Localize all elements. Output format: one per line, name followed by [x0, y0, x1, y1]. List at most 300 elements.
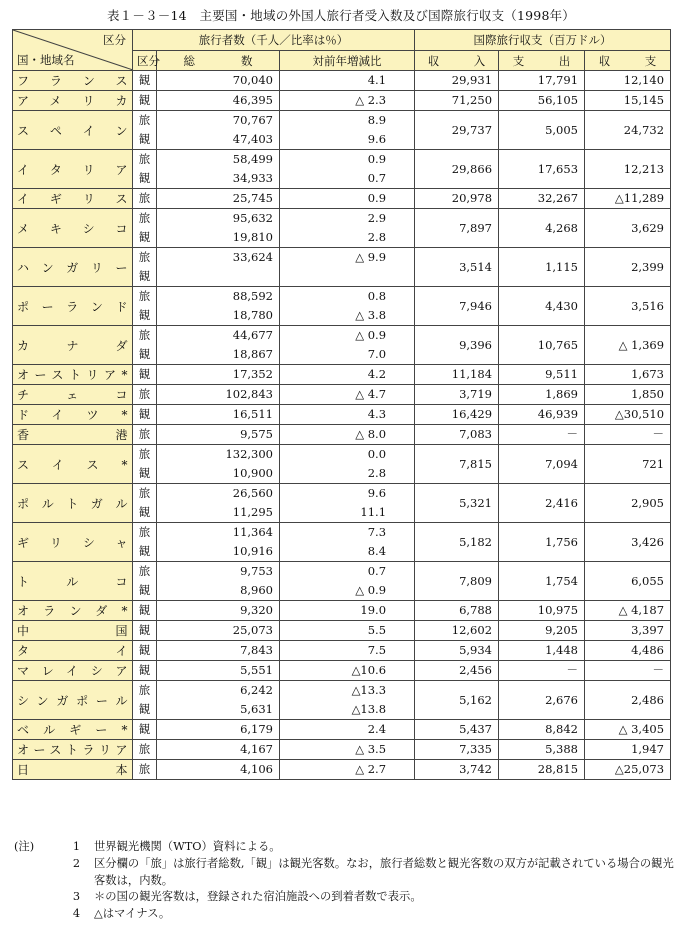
note-number: 4 [72, 907, 80, 921]
total-value: 5,631 [240, 702, 273, 716]
table-title: 表１－３－14 主要国・地域の外国人旅行者受入数及び国際旅行収支（1998年） [106, 8, 576, 23]
kubun-value: 旅 [138, 525, 151, 539]
change-cell [280, 248, 415, 287]
country-name-cell: オーストリア* [13, 365, 133, 385]
expenditure-cell: 4,268 [499, 209, 585, 248]
kubun-value: 旅 [138, 387, 151, 401]
kubun-value: 観 [138, 583, 151, 597]
country-name-cell: 香港 [13, 425, 133, 445]
total-value: 9,320 [240, 603, 273, 617]
change-value: 2.8 [367, 466, 387, 480]
notes-section [14, 839, 674, 923]
table-row [13, 209, 671, 248]
balance-cell: 12,140 [585, 71, 671, 91]
balance-cell: △ 3,405 [585, 720, 671, 740]
total-value: 11,364 [232, 525, 273, 539]
receipts-cell: 29,737 [415, 111, 499, 150]
kubun-value: 観 [138, 308, 151, 322]
change-value [284, 267, 386, 286]
change-cell [280, 445, 415, 484]
expenditure-cell: 9,511 [499, 365, 585, 385]
kubun-value: 旅 [138, 486, 151, 500]
receipts-cell: 2,456 [415, 661, 499, 681]
corner-top-label: 区分 [103, 33, 126, 47]
balance-cell: 3,397 [585, 621, 671, 641]
balance-cell: 4,486 [585, 641, 671, 661]
change-cell [280, 425, 415, 445]
balance-cell: 3,516 [585, 287, 671, 326]
change-value: △ 8.0 [355, 427, 387, 441]
kubun-value: 旅 [138, 289, 151, 303]
country-name-cell: イギリス [13, 189, 133, 209]
balance-cell: 2,399 [585, 248, 671, 287]
total-cell [157, 150, 280, 189]
kubun-cell [133, 405, 157, 425]
kubun-value: 観 [138, 623, 151, 637]
expenditure-cell: 2,676 [499, 681, 585, 720]
total-cell [157, 621, 280, 641]
header-balance-group: 国際旅行収支（百万ドル） [415, 30, 671, 51]
change-value: 0.7 [367, 171, 387, 185]
receipts-cell: 29,931 [415, 71, 499, 91]
receipts-cell: 71,250 [415, 91, 499, 111]
expenditure-cell: 7,094 [499, 445, 585, 484]
total-value: 10,916 [232, 544, 273, 558]
kubun-cell [133, 720, 157, 740]
kubun-value: 観 [138, 367, 151, 381]
country-name-cell: オーストラリア [13, 740, 133, 760]
expenditure-cell: － [499, 661, 585, 681]
balance-cell: △25,073 [585, 760, 671, 780]
country-name-cell: カナダ [13, 326, 133, 365]
kubun-cell [133, 287, 157, 326]
country-name-cell: 日本 [13, 760, 133, 780]
expenditure-cell: 5,005 [499, 111, 585, 150]
total-cell [157, 248, 280, 287]
total-value: 4,167 [240, 742, 273, 756]
kubun-value: 旅 [138, 564, 151, 578]
change-value: △ 3.5 [355, 742, 387, 756]
balance-cell: 12,213 [585, 150, 671, 189]
kubun-value: 観 [138, 663, 151, 677]
table-row [13, 661, 671, 681]
kubun-cell [133, 189, 157, 209]
kubun-cell [133, 248, 157, 287]
country-name-cell: スペイン [13, 111, 133, 150]
balance-cell: 721 [585, 445, 671, 484]
total-value: 18,867 [232, 347, 273, 361]
kubun-value: 観 [138, 171, 151, 185]
kubun-cell [133, 445, 157, 484]
kubun-value: 旅 [138, 191, 151, 205]
note-text: △はマイナス。 [94, 907, 171, 921]
country-name-cell: ベルギー* [13, 720, 133, 740]
receipts-cell: 7,897 [415, 209, 499, 248]
total-cell [157, 641, 280, 661]
note-number: 3 [72, 890, 80, 904]
table-row [13, 326, 671, 365]
table-row [13, 287, 671, 326]
change-value: 0.9 [367, 152, 387, 166]
receipts-cell: 7,335 [415, 740, 499, 760]
change-cell [280, 661, 415, 681]
expenditure-cell: 17,653 [499, 150, 585, 189]
change-value: △ 3.8 [355, 308, 387, 322]
change-cell [280, 681, 415, 720]
change-cell [280, 150, 415, 189]
receipts-cell: 6,788 [415, 601, 499, 621]
country-name-cell: メキシコ [13, 209, 133, 248]
receipts-cell: 5,934 [415, 641, 499, 661]
kubun-value: 観 [138, 466, 151, 480]
kubun-value: 旅 [138, 328, 151, 342]
total-cell [157, 326, 280, 365]
header-corner-cell [13, 30, 133, 71]
table-row [13, 601, 671, 621]
change-cell [280, 91, 415, 111]
kubun-cell [133, 740, 157, 760]
kubun-cell [133, 681, 157, 720]
corner-bottom-label: 国・地域名 [17, 53, 75, 67]
expenditure-cell: 1,448 [499, 641, 585, 661]
total-value: 25,073 [232, 623, 273, 637]
total-value: 6,179 [240, 722, 273, 736]
table-row [13, 91, 671, 111]
total-cell [157, 484, 280, 523]
header-total: 総 数 [157, 51, 280, 71]
kubun-value: 観 [138, 643, 151, 657]
receipts-cell: 7,083 [415, 425, 499, 445]
change-cell [280, 287, 415, 326]
note-1 [14, 839, 674, 856]
kubun-cell [133, 385, 157, 405]
table-row [13, 720, 671, 740]
total-cell [157, 523, 280, 562]
kubun-cell [133, 365, 157, 385]
note-text: ＊の国の観光客数は，登録された宿泊施設への到着者数で表示。 [94, 890, 422, 904]
change-cell [280, 720, 415, 740]
change-value: 2.4 [367, 722, 387, 736]
kubun-cell [133, 661, 157, 681]
expenditure-cell: 1,756 [499, 523, 585, 562]
total-value: 18,780 [232, 308, 273, 322]
receipts-cell: 3,742 [415, 760, 499, 780]
kubun-cell [133, 621, 157, 641]
change-value: 0.8 [367, 289, 387, 303]
expenditure-cell: 1,869 [499, 385, 585, 405]
balance-cell: △ 1,369 [585, 326, 671, 365]
total-value: 25,745 [232, 191, 273, 205]
change-cell [280, 189, 415, 209]
total-cell [157, 720, 280, 740]
balance-cell: 6,055 [585, 562, 671, 601]
receipts-cell: 12,602 [415, 621, 499, 641]
header-kubun: 区分 [133, 51, 157, 71]
total-value: 33,624 [232, 250, 273, 264]
country-name-cell: ドイツ* [13, 405, 133, 425]
total-value: 4,106 [240, 762, 273, 776]
total-value: 88,592 [232, 289, 273, 303]
balance-cell: 3,629 [585, 209, 671, 248]
country-name-cell: ハンガリー [13, 248, 133, 287]
kubun-cell [133, 562, 157, 601]
note-number: 2 [72, 856, 80, 870]
kubun-value: 観 [138, 505, 151, 519]
total-cell [157, 601, 280, 621]
kubun-value: 旅 [138, 427, 151, 441]
change-value: 4.1 [367, 73, 387, 87]
table-row [13, 740, 671, 760]
country-name-cell: ポルトガル [13, 484, 133, 523]
header-change: 対前年増減比 [280, 51, 415, 71]
note-4 [14, 906, 674, 923]
total-cell [157, 189, 280, 209]
receipts-cell: 16,429 [415, 405, 499, 425]
balance-cell: 24,732 [585, 111, 671, 150]
notes-label: (注) [14, 840, 35, 853]
receipts-cell: 5,437 [415, 720, 499, 740]
change-cell [280, 209, 415, 248]
expenditure-cell: 10,975 [499, 601, 585, 621]
expenditure-cell: 17,791 [499, 71, 585, 91]
kubun-value: 観 [138, 230, 151, 244]
change-value: △ 4.7 [355, 387, 387, 401]
kubun-value: 観 [138, 603, 151, 617]
change-cell [280, 326, 415, 365]
expenditure-cell: 8,842 [499, 720, 585, 740]
receipts-cell: 3,719 [415, 385, 499, 405]
total-cell [157, 365, 280, 385]
table-row [13, 248, 671, 287]
kubun-cell [133, 760, 157, 780]
country-name-cell: トルコ [13, 562, 133, 601]
country-name-cell: オランダ* [13, 601, 133, 621]
total-cell [157, 71, 280, 91]
country-name-cell: シンガポール [13, 681, 133, 720]
change-value: 2.9 [367, 211, 387, 225]
total-value: 19,810 [232, 230, 273, 244]
receipts-cell: 5,182 [415, 523, 499, 562]
change-value: △ 0.9 [355, 328, 387, 342]
kubun-cell [133, 209, 157, 248]
change-cell [280, 484, 415, 523]
total-value: 10,900 [232, 466, 273, 480]
total-cell [157, 111, 280, 150]
change-cell [280, 405, 415, 425]
total-cell [157, 385, 280, 405]
kubun-cell [133, 150, 157, 189]
kubun-value: 観 [138, 722, 151, 736]
kubun-cell [133, 425, 157, 445]
table-row [13, 562, 671, 601]
balance-cell: 3,426 [585, 523, 671, 562]
total-value: 58,499 [232, 152, 273, 166]
total-cell [157, 661, 280, 681]
change-value: 9.6 [367, 132, 387, 146]
country-name-cell: 中国 [13, 621, 133, 641]
header-balance: 収 支 [585, 51, 671, 71]
country-name-cell: フランス [13, 71, 133, 91]
total-value: 16,511 [232, 407, 273, 421]
total-value: 46,395 [232, 93, 273, 107]
header-expenditure: 支 出 [499, 51, 585, 71]
country-name-cell: チェコ [13, 385, 133, 405]
change-value: 0.9 [367, 191, 387, 205]
table-row [13, 681, 671, 720]
change-value: △ 2.3 [355, 93, 387, 107]
change-cell [280, 760, 415, 780]
change-value: 7.0 [367, 347, 387, 361]
expenditure-cell: 46,939 [499, 405, 585, 425]
kubun-cell [133, 111, 157, 150]
table-row [13, 150, 671, 189]
change-cell [280, 111, 415, 150]
country-name-cell: タイ [13, 641, 133, 661]
total-value: 6,242 [240, 683, 273, 697]
total-cell [157, 740, 280, 760]
kubun-value: 旅 [138, 762, 151, 776]
change-value: 4.3 [367, 407, 387, 421]
receipts-cell: 7,815 [415, 445, 499, 484]
change-cell [280, 740, 415, 760]
change-cell [280, 385, 415, 405]
total-value: 95,632 [232, 211, 273, 225]
total-value: 5,551 [240, 663, 273, 677]
change-value: 8.9 [367, 113, 387, 127]
table-body [13, 71, 671, 780]
expenditure-cell: 32,267 [499, 189, 585, 209]
receipts-cell: 20,978 [415, 189, 499, 209]
expenditure-cell: 1,754 [499, 562, 585, 601]
kubun-cell [133, 326, 157, 365]
expenditure-cell: 5,388 [499, 740, 585, 760]
total-value: 9,575 [240, 427, 273, 441]
balance-cell: 15,145 [585, 91, 671, 111]
receipts-cell: 5,321 [415, 484, 499, 523]
country-name-cell: イタリア [13, 150, 133, 189]
change-value: 7.3 [367, 525, 387, 539]
balance-cell: △30,510 [585, 405, 671, 425]
kubun-value: 観 [138, 269, 151, 283]
balance-cell: － [585, 661, 671, 681]
receipts-cell: 11,184 [415, 365, 499, 385]
total-value: 34,933 [232, 171, 273, 185]
total-value: 11,295 [232, 505, 273, 519]
kubun-value: 観 [138, 407, 151, 421]
total-value: 26,560 [232, 486, 273, 500]
total-cell [157, 287, 280, 326]
change-value: 0.0 [367, 447, 387, 461]
expenditure-cell: － [499, 425, 585, 445]
note-text: 区分欄の「旅」は旅行者総数,「観」は観光客数。なお，旅行者総数と観光客数の双方が記載されている場合の観光客数は，内数。 [94, 856, 674, 887]
balance-cell: 2,486 [585, 681, 671, 720]
expenditure-cell: 56,105 [499, 91, 585, 111]
country-name-cell: アメリカ [13, 91, 133, 111]
country-name-cell: マレイシア [13, 661, 133, 681]
change-value: 19.0 [360, 603, 387, 617]
change-cell [280, 523, 415, 562]
balance-cell: － [585, 425, 671, 445]
note-3 [14, 889, 674, 906]
total-cell [157, 445, 280, 484]
expenditure-cell: 1,115 [499, 248, 585, 287]
expenditure-cell: 28,815 [499, 760, 585, 780]
kubun-value: 観 [138, 544, 151, 558]
total-cell [157, 405, 280, 425]
balance-cell: 2,905 [585, 484, 671, 523]
table-row [13, 621, 671, 641]
receipts-cell: 29,866 [415, 150, 499, 189]
kubun-value: 旅 [138, 683, 151, 697]
change-value: 7.5 [367, 643, 387, 657]
expenditure-cell: 9,205 [499, 621, 585, 641]
kubun-cell [133, 601, 157, 621]
note-2 [14, 856, 674, 890]
change-value: △ 0.9 [355, 583, 387, 597]
change-value: 4.2 [367, 367, 387, 381]
kubun-value: 観 [138, 132, 151, 146]
total-cell [157, 760, 280, 780]
table-row [13, 385, 671, 405]
change-value: 9.6 [367, 486, 387, 500]
change-value: △13.3 [351, 683, 387, 697]
balance-cell: △ 4,187 [585, 601, 671, 621]
kubun-value: 観 [138, 702, 151, 716]
change-cell [280, 71, 415, 91]
header-travelers-group: 旅行者数（千人／比率は％） [133, 30, 415, 51]
note-text: 世界観光機関（WTO）資料による。 [94, 840, 281, 853]
kubun-value: 旅 [138, 447, 151, 461]
country-name-cell: ポーランド [13, 287, 133, 326]
balance-cell: 1,673 [585, 365, 671, 385]
receipts-cell: 9,396 [415, 326, 499, 365]
total-cell [157, 91, 280, 111]
table-row [13, 523, 671, 562]
kubun-cell [133, 91, 157, 111]
table-row [13, 484, 671, 523]
change-value: △ 9.9 [355, 250, 387, 264]
kubun-cell [133, 484, 157, 523]
receipts-cell: 3,514 [415, 248, 499, 287]
receipts-cell: 7,809 [415, 562, 499, 601]
change-value: △13.8 [351, 702, 387, 716]
table-row [13, 425, 671, 445]
expenditure-cell: 10,765 [499, 326, 585, 365]
total-cell [157, 681, 280, 720]
kubun-value: 旅 [138, 152, 151, 166]
change-value: 0.7 [367, 564, 387, 578]
change-value: 5.5 [367, 623, 387, 637]
total-value: 70,767 [232, 113, 273, 127]
total-value [161, 267, 273, 286]
change-cell [280, 641, 415, 661]
table-row [13, 445, 671, 484]
total-value: 132,300 [225, 447, 273, 461]
kubun-value: 旅 [138, 742, 151, 756]
change-value: 2.8 [367, 230, 387, 244]
change-cell [280, 562, 415, 601]
change-value: △10.6 [351, 663, 387, 677]
kubun-value: 観 [138, 73, 151, 87]
total-cell [157, 562, 280, 601]
total-value: 70,040 [232, 73, 273, 87]
total-value: 7,843 [240, 643, 273, 657]
total-value: 44,677 [232, 328, 273, 342]
balance-cell: △11,289 [585, 189, 671, 209]
balance-cell: 1,947 [585, 740, 671, 760]
total-value: 47,403 [232, 132, 273, 146]
kubun-value: 旅 [138, 113, 151, 127]
